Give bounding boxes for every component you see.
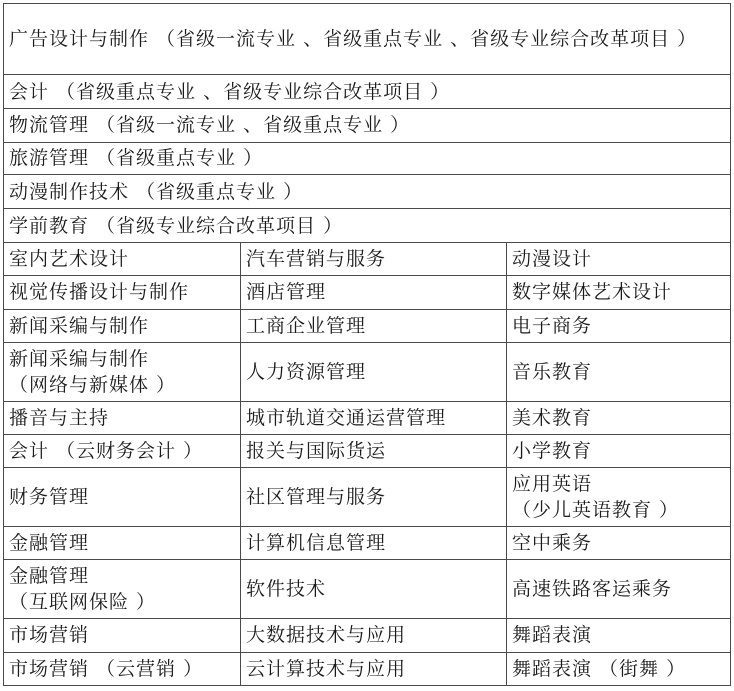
table-cell [4,276,241,309]
cell-text: 市场营销 [9,624,90,647]
cell-text: 空中乘务 [512,532,593,555]
table-row [4,468,731,527]
cell-text: 金融管理 [9,532,90,555]
table-cell [4,435,241,468]
table-cell [4,242,241,275]
table-cell: 会计 （省级重点专业 、省级专业综合改革项目 ） [4,74,731,108]
cell-text: 计算机信息管理 [246,532,387,555]
table-row [4,242,731,275]
cell-text: 数字媒体艺术设计 [512,281,673,304]
table-row [4,174,731,208]
table-row [4,435,731,468]
table-cell [4,560,241,619]
cell-text: 舞蹈表演 （街舞 ） [512,657,687,680]
table-row [4,109,731,142]
cell-text: 大数据技术与应用 [246,624,407,647]
table-cell: 旅游管理 （省级重点专业 ） [4,142,731,174]
table-cell [4,401,241,434]
table-cell [241,652,507,685]
table-row [4,309,731,342]
cell-text: 酒店管理 [246,281,327,304]
table-cell [241,619,507,652]
table-cell [507,619,731,652]
cell-text: 视觉传播设计与制作 [9,281,190,304]
cell-text: 室内艺术设计 [9,247,130,270]
cell-text: 城市轨道交通运营管理 [246,406,447,429]
cell-text: 动漫设计 [512,247,593,270]
table-row [4,209,731,242]
table-cell [4,527,241,560]
table-row [4,527,731,560]
table-cell [507,527,731,560]
table-row [4,342,731,401]
cell-text: 美术教育 [512,406,593,429]
cell-text: 应用英语 [512,473,593,496]
table-cell [241,242,507,275]
table-cell [241,276,507,309]
cell-text: 新闻采编与制作 [9,347,150,370]
table-cell [507,276,731,309]
cell-text: 社区管理与服务 [246,486,387,509]
table-row [4,619,731,652]
table-cell [507,342,731,401]
table-cell: 广告设计与制作 （省级一流专业 、省级重点专业 、省级专业综合改革项目 ） [4,4,731,75]
table-cell [241,309,507,342]
cell-text: 财务管理 [9,486,90,509]
table-cell [241,468,507,527]
table-cell: 动漫制作技术 （省级重点专业 ） [4,174,731,208]
table-cell [241,560,507,619]
table-cell [507,401,731,434]
cell-text: 云计算技术与应用 [246,657,407,680]
table-cell [507,435,731,468]
table-cell [4,342,241,401]
table-row [4,652,731,685]
majors-table [3,3,731,686]
table-cell [241,401,507,434]
table-cell [4,309,241,342]
table-cell [507,560,731,619]
table-cell [241,342,507,401]
cell-text: 软件技术 [246,578,327,601]
cell-text-subline: （网络与新媒体 ） [9,373,177,396]
cell-text: 会计 （云财务会计 ） [9,440,204,463]
cell-text: 新闻采编与制作 [9,314,150,337]
cell-text: 金融管理 [9,565,90,588]
table-cell [241,527,507,560]
table-row [4,74,731,108]
cell-text-subline: （互联网保险 ） [9,591,157,614]
table-cell [4,652,241,685]
table-row [4,560,731,619]
table-cell: 学前教育 （省级专业综合改革项目 ） [4,209,731,242]
majors-table-container [3,3,730,686]
table-cell [507,468,731,527]
table-cell [507,242,731,275]
cell-text: 电子商务 [512,314,593,337]
table-cell [4,468,241,527]
table-cell: 物流管理 （省级一流专业 、省级重点专业 ） [4,109,731,142]
cell-text: 工商企业管理 [246,314,367,337]
cell-text-subline: （少儿英语教育 ） [512,499,680,522]
table-cell [507,652,731,685]
cell-text: 舞蹈表演 [512,624,593,647]
cell-text: 高速铁路客运乘务 [512,578,673,601]
table-cell [4,619,241,652]
table-row [4,276,731,309]
cell-text: 播音与主持 [9,406,110,429]
cell-text: 汽车营销与服务 [246,247,387,270]
table-row [4,401,731,434]
cell-text: 小学教育 [512,440,593,463]
table-cell [241,435,507,468]
table-cell [507,309,731,342]
cell-text: 市场营销 （云营销 ） [9,657,204,680]
table-row [4,4,731,75]
table-row [4,142,731,174]
cell-text: 报关与国际货运 [246,440,387,463]
majors-table-body [4,4,731,686]
cell-text: 音乐教育 [512,360,593,383]
cell-text: 人力资源管理 [246,360,367,383]
